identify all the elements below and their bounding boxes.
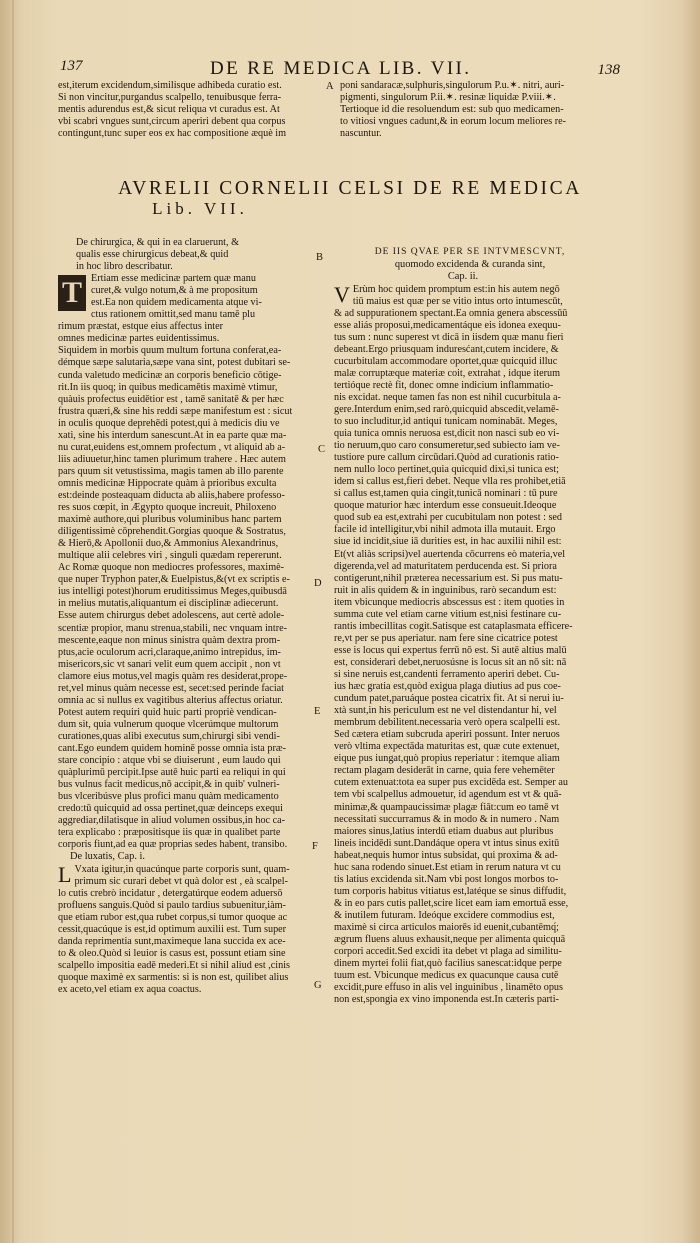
text-line: primum sic curari debet vt quà dolor est , eà scalpel- xyxy=(74,875,289,887)
text-line: Si non vincitur,purgandus scalpello, tenuibusque ferra- xyxy=(58,92,282,104)
text-line: multique alii celebres viri , singuli quædam repererunt. xyxy=(58,550,282,562)
text-line: dum sit, quia vulnerum quoque vlcerúmque multorum xyxy=(58,718,279,730)
text-line: verò vltima expectāda maturitas est, quæ cute extenuet, xyxy=(334,741,560,753)
text-line: ptus,acie oculorum acri,claraque,animo intrepidus, im- xyxy=(58,646,281,658)
left-column xyxy=(58,237,324,996)
text-line: que nuper Tryphon pater,& Euelpistus,&(vt ex scriptis e- xyxy=(58,574,290,586)
text-line: liis adiuuetur,hinc tamen plurimum trahere . Hæc autem xyxy=(58,453,286,465)
text-line: omnis medicinæ Hippocrate quàm à prioribus exculta xyxy=(58,477,277,489)
text-line: aggrediar,dilatisque in aliud volumen ossibus,in hoc ca- xyxy=(58,815,286,827)
text-line: quàuis profectus euidētior est , tamē sanitatē & per hæc xyxy=(58,393,284,405)
text-line: xtà sunt,in his periculum est ne vel distendantur hi, vel xyxy=(334,705,557,717)
heading-line: qualis esse chirurgicus debeat,& quid xyxy=(76,249,229,261)
text-line: to & oleo.Quòd si leuior is casus est, possunt etiam sine xyxy=(58,948,286,960)
text-line: item vbicunque mediocris abscessus est : item quoties in xyxy=(334,596,565,608)
text-line: vbi scabri vngues sunt,circum aperiri debent qua corpus xyxy=(58,116,286,128)
text-line: quoque maturior hæc interdum esse consueuit.Ideoque xyxy=(334,500,557,512)
text-line: Erùm hoc quidem promptum est:in his autem negō xyxy=(352,283,560,295)
text-line: tertióque rectè fit, donec omne indicium inflammatio- xyxy=(334,379,554,391)
text-line: est:deinde posteaquam diducta ab aliis,habere professo- xyxy=(58,489,285,501)
top-right-column xyxy=(340,80,606,140)
text-line: cundum patet,paruáque postea cicatrix fit. At si nerui iu- xyxy=(334,693,564,705)
text-line: poni sandaracæ,sulphuris,singulorum P.u.✶. nitri, auri- xyxy=(340,80,565,91)
text-line: to vitiosi vngues cadunt,& in eorum locum meliores re- xyxy=(340,116,567,128)
text-line: tiū maius est quæ per se vitio intus orto intumescūt, xyxy=(352,295,563,307)
text-line: siue id incidit,siue iā durities est, in hac auxilii nihil est: xyxy=(334,536,562,548)
text-line: maximè authore,qui pluribus voluminibus hanc partem xyxy=(58,514,282,526)
text-line: démque sæpe salutaria,sæpe vana sint, potest dubitari se- xyxy=(58,357,291,369)
text-line: tuum est. Vbicunque medicus ex quacunque causa cutē xyxy=(334,970,559,982)
text-line: tem vbi scalpellus admouetur, id agendum est vt & quā- xyxy=(334,789,562,801)
text-line: si sine neruis est,candenti ferramento aperiri debet. Cu- xyxy=(334,669,560,680)
page-number-right: 138 xyxy=(597,62,620,78)
text-line: & ad suppurationem spectant.Ea omnia genera abscessūū xyxy=(334,307,568,319)
text-line: mescente,eaque non minus sinistra quàm dextra prom- xyxy=(58,634,281,646)
chapter-1-heading: De luxatis, Cap. i. xyxy=(70,851,146,863)
text-line: non est,spongia ex vino imponenda est.In cæteris parti- xyxy=(334,994,559,1006)
text-line: digerenda,vel ad maturitatem perducenda est. Si priora xyxy=(334,560,557,572)
text-line: nem nullo loco pertinet,quia quicquid dixi,si tunica est; xyxy=(334,464,559,476)
text-line: quàplurimū percipit.Ipse autē huic parti ea reliqui in qui xyxy=(58,767,286,779)
text-line: & Hierō,& Apollonii duo,& Ammonius Alexandrinus, xyxy=(58,538,279,550)
text-line: lo cutis crebrò incidatur , detergatúrque eodem aduersō xyxy=(58,887,283,899)
text-line: Potest autem requiri quid huic parti propriè vendican- xyxy=(58,706,277,718)
running-head xyxy=(60,58,620,80)
text-line: est, considerari debet,neruosúsne is locus sit an nō sit: nā xyxy=(334,656,567,668)
text-line: Et(vt aliàs scripsi)vel auertenda cōcurrens eò materia,vel xyxy=(334,548,566,560)
margin-letter-d: D xyxy=(314,578,322,589)
text-line: est.Ea non quidem medicamenta atque vi- xyxy=(91,297,262,309)
text-line: Siquidem in morbis quum multum fortuna conferat,ea- xyxy=(58,345,282,357)
text-line: minimæ,& quampaucissimæ plagæ fiāt:cum eo tamē vt xyxy=(334,801,559,813)
page-number-left: 137 xyxy=(60,58,83,74)
text-line: danda reprimentia sunt,maximeque lana succida ex ace- xyxy=(58,936,286,948)
text-line: scalpello impositia eadē mederi.Et si nihil aliud est ,cinis xyxy=(58,960,290,972)
text-line: esse is locus qui expertus ferrū nō est. Si autē altius malū xyxy=(334,644,567,656)
margin-letter-c: C xyxy=(318,444,326,455)
margin-letter-f: F xyxy=(312,841,318,852)
text-line: rectam plagam desiderāt in carne, quia fere vehemēter xyxy=(334,765,555,777)
text-line: diligentissimè cōprehendit.Gorgias quoque & Sostratus, xyxy=(58,526,286,538)
text-line: tus sum : nunc superest vt dicā in iisdem quæ manu fieri xyxy=(334,331,564,343)
text-line: quod sub ea est,extrahi per cucubitulam non potest : sed xyxy=(334,512,563,524)
text-line: ruit in alis quidem & in inguinibus, rarò secandum est: xyxy=(334,584,557,596)
text-line: Ertiam esse medicinæ partem quæ manu xyxy=(91,273,256,285)
text-line: dinem myrtei folii fiat,quò facilius sanescat:idque perpe xyxy=(334,958,562,970)
text-line: bus vlceribúsve plus profici manu quàm medicamento xyxy=(58,791,279,803)
text-line: eique pus iungat,quò propius reperiatur : itemque aliam xyxy=(334,753,560,765)
text-line: malæ corruptæque materiæ coit, extrahat , idque iterum xyxy=(334,367,561,379)
text-line: cutem extenuat:tota ea super pus excidēda est. Semper au xyxy=(334,777,568,789)
text-line: cunda valetudo medicinæ an corporis beneficio cōtige- xyxy=(58,369,282,381)
chapter-1-body xyxy=(58,861,324,997)
preface-opening-lines xyxy=(58,273,324,345)
chapter-2-initial: V xyxy=(334,281,350,307)
text-line: contingunt,tunc super eos ex hac compositione æquè im xyxy=(58,128,287,140)
text-line: esse aliás proposui,medicamentáque eis idonea exequu- xyxy=(334,319,561,331)
chapter-2-heading: DE IIS QVAE PER SE INTVMESCVNT, xyxy=(374,247,566,257)
text-line: rit.In iis quoq; in quibus medicamētis maximè vtimur, xyxy=(58,381,278,393)
text-line: huc sana rodendo sinuet.Est etiam in rerum natura vt cu xyxy=(334,861,561,873)
margin-letter-g: G xyxy=(314,980,322,991)
book-title: AVRELII CORNELII CELSI DE RE MEDICA xyxy=(118,178,582,199)
text-line: ret,vel minus quàm necesse est, secet:sed perinde faciat xyxy=(58,682,285,694)
text-line: si callus est,tamen quia cingit,tunicā nominari : tū pure xyxy=(334,488,558,500)
text-line: Sed cætera etiam subcruda aperiri possunt. Inter neruos xyxy=(334,729,560,741)
heading-line: in hoc libro describatur. xyxy=(76,261,173,273)
chapter-2-number: Cap. ii. xyxy=(447,271,479,282)
text-line: nis excidat. neque tamen fas non est nihil cucurbitula a- xyxy=(334,391,561,403)
text-line: omnes medicinæ partes euidentissimus. xyxy=(58,333,220,345)
text-line: habeat,nequis humor intus subsidat, qui proxima & ad- xyxy=(334,849,558,861)
margin-letter-a: A xyxy=(326,81,334,92)
text-line: gere.Interdum enim,sed rarò,quicquid abscedit,velamē- xyxy=(334,403,559,415)
text-line: & inutilem futuram. Ideóque excidere commodius est, xyxy=(334,909,555,921)
text-line: Tertioque id die resoluendum est: sub quo medicamen- xyxy=(340,104,564,116)
preface-opening xyxy=(58,273,324,345)
text-line: Vxata igitur,in quacúnque parte corporis sunt, quam- xyxy=(74,863,290,875)
text-line: Esse autem chirurgus debet adolescens, aut certè adole- xyxy=(58,610,285,622)
text-line: profluens sanguis.Quòd si paulo tardius subuenitur,iàm- xyxy=(58,900,286,912)
text-line: cant.Ego eundem quidem hominē posse omnia ista præ- xyxy=(58,742,287,754)
text-line: corpori accedit.Sed excidi ita debet vt plaga ad similitu- xyxy=(334,946,562,958)
text-line: membrum debilitent.necessaria verò opera scalpelli est. xyxy=(334,717,561,729)
text-line: nu curat,euidens est,omnem profectum , vt aliquid ab a- xyxy=(58,441,286,453)
text-line: tera explicabo : præpositisque iis quæ in qualibet parte xyxy=(58,827,281,839)
text-line: bus vulnus facit medicus,nō accipit,& in quib' vulneri- xyxy=(58,779,280,791)
text-line: facile id intelligitur,vbi nihil admota illa mutauit. Ergo xyxy=(334,524,556,536)
text-line: maximè si circa articulos maiorēs id euenit,cubantēmq́; xyxy=(334,921,559,933)
text-line: ius intelligi potest)horum eruditissimus Meges,quibusdā xyxy=(58,586,287,598)
text-line: & in eo pars cutis pallet,scire licet eam iam emortuā esse, xyxy=(334,897,569,909)
text-line: ægrum fluens aluus exhausit,neque per alimenta quicquā xyxy=(334,934,566,946)
text-line: idem si callus est,fieri debet. Neque vlla res prohibet,etiā xyxy=(334,476,566,488)
text-line: clamore eius motus,vel magis quàm res desiderat,prope- xyxy=(58,670,288,682)
text-line: contigerunt,nihil præterea necessarium est. Si pus matu- xyxy=(334,572,563,584)
text-line: re,vt per se pus aperiatur. nam fere sine cicatrice potest xyxy=(334,632,558,644)
text-line: que etiam rubor est,qua rubet corpus,si tumor quoque ac xyxy=(58,912,288,924)
text-line: res suos cœpit, in Ægypto quoque increuit, Philoxeno xyxy=(58,502,277,514)
margin-letter-e: E xyxy=(314,706,321,717)
text-line: corporis fiunt,ad ea quæ proprias sedes habent, transibo. xyxy=(58,839,288,851)
text-line: cessit,quacúque is est,id optimum auxilii est. Tum super xyxy=(58,924,287,936)
text-line: frustra quæri,& sine his reddi sæpe manifestum est : sicut xyxy=(58,405,293,417)
text-line: curationes,quas alibi executus sum,chirurgi sibi vendi- xyxy=(58,730,280,742)
right-column xyxy=(334,246,606,1006)
text-line: necessitati succurramus & in modo & in numero . Nam xyxy=(334,813,560,825)
chapter-1-initial: L xyxy=(58,861,72,887)
text-line: rimum præstat, estque eius affectus inter xyxy=(58,321,224,333)
text-line: summa cute vel etiam carne vitium est,nisi festinare cu- xyxy=(334,608,562,620)
heading-line: De chirurgica, & qui in ea claruerunt, & xyxy=(76,237,240,248)
text-line: ctus rationem omittit,sed manu tamē plu xyxy=(91,309,256,321)
text-line: est,iterum excidendum,similisque adhibeda curatio est. xyxy=(58,80,282,91)
text-line: tustiore pure callum circūdari.Quòd ad curationis ratio- xyxy=(334,452,559,464)
preface-body xyxy=(58,345,324,851)
preface-heading xyxy=(58,237,324,273)
running-title: DE RE MEDICA LIB. VII. xyxy=(210,58,472,79)
text-line: credo:tū quicquid ad ossa pertinet,quæ deinceps exequi xyxy=(58,803,283,815)
decorated-initial: T xyxy=(58,275,86,311)
text-line: excidit,pure effuso in alis vel inguinibus , linamēto opus xyxy=(334,982,563,994)
text-line: maiores sinus,latius interdū etiam duabus aut pluribus xyxy=(334,825,554,837)
chapter-2-body xyxy=(334,281,606,1007)
text-line: stare concipio : atque vbi se diuiserunt , eum laudo qui xyxy=(58,755,281,767)
text-line: ius hæc gratia est,quòd exigua plaga diutius ad pus coe- xyxy=(334,681,561,693)
text-line: ex aceto,vel etiam ex aqua coactus. xyxy=(58,984,202,996)
text-line: tis latius excidenda sit.Nam vbi post longos morbos to- xyxy=(334,873,559,885)
text-line: Ac Romæ quoque non mediocres professores, maximè- xyxy=(58,562,285,574)
text-line: mentis adurendus est,& sicut reliqua vt curadus est. At xyxy=(58,104,280,116)
text-line: misericors,sic vt sanari velit eum quem accipit , non vt xyxy=(58,658,281,670)
text-line: scentiæ propior, manu strenua,stabili, nec vnquam intre- xyxy=(58,622,288,634)
text-line: omnia ac si nullus ex vagitibus alterius affectus oriatur. xyxy=(58,694,283,706)
text-line: pars quum sit vetustissima, magis tamen ab illo parente xyxy=(58,465,284,477)
text-line: nascuntur. xyxy=(340,128,382,140)
text-line: debeant.Ergo priusquam induresćant,cutem incidere, & xyxy=(334,343,559,355)
text-line: tum corporis habitus vitiatus est,latéque se sinus diffudit, xyxy=(334,885,567,897)
chapter-2-subheading: quomodo excidenda & curanda sint, xyxy=(394,258,546,270)
text-line: tio neruum,quo caro consumeretur,sed subiecto iam ve- xyxy=(334,440,560,452)
text-line: quoque maximè ex sarmentis: si is non est, quilibet alius xyxy=(58,972,289,984)
text-line: in melius mutatis,aliquantum ei disciplinæ adiecerunt. xyxy=(58,598,279,610)
text-line: to suo includitur,id antiqui tunicam nominabāt. Meges, xyxy=(334,416,558,428)
text-line: quia tunica omnis neruosa est,dicit non nasci sub eo vi- xyxy=(334,428,560,440)
text-line: pigmenti, singulorum P.ii.✶. resinæ liquidæ P.viii.✶. xyxy=(340,92,556,104)
text-line: xati, sine his interdum sanescunt.At in ea parte quæ ma- xyxy=(58,429,287,441)
text-line: curet,& vulgo notum,& à me propositum xyxy=(91,285,258,297)
text-line: rantis imbecillitas cogit.Satisque est cataplasmata efficere- xyxy=(334,620,573,632)
book-subtitle: Lib. VII. xyxy=(152,199,248,218)
top-left-column xyxy=(58,80,320,140)
margin-letter-b: B xyxy=(316,252,324,263)
text-line: lineis incidēdi sunt.Dandáque opera vt intus sinus exitū xyxy=(334,837,560,849)
text-line: cucurbitulam accommodare oportet,quæ quicquid illuc xyxy=(334,355,558,367)
text-line: in oculis quoque deprehēdi potest,qui à medicis diu ve xyxy=(58,417,280,429)
